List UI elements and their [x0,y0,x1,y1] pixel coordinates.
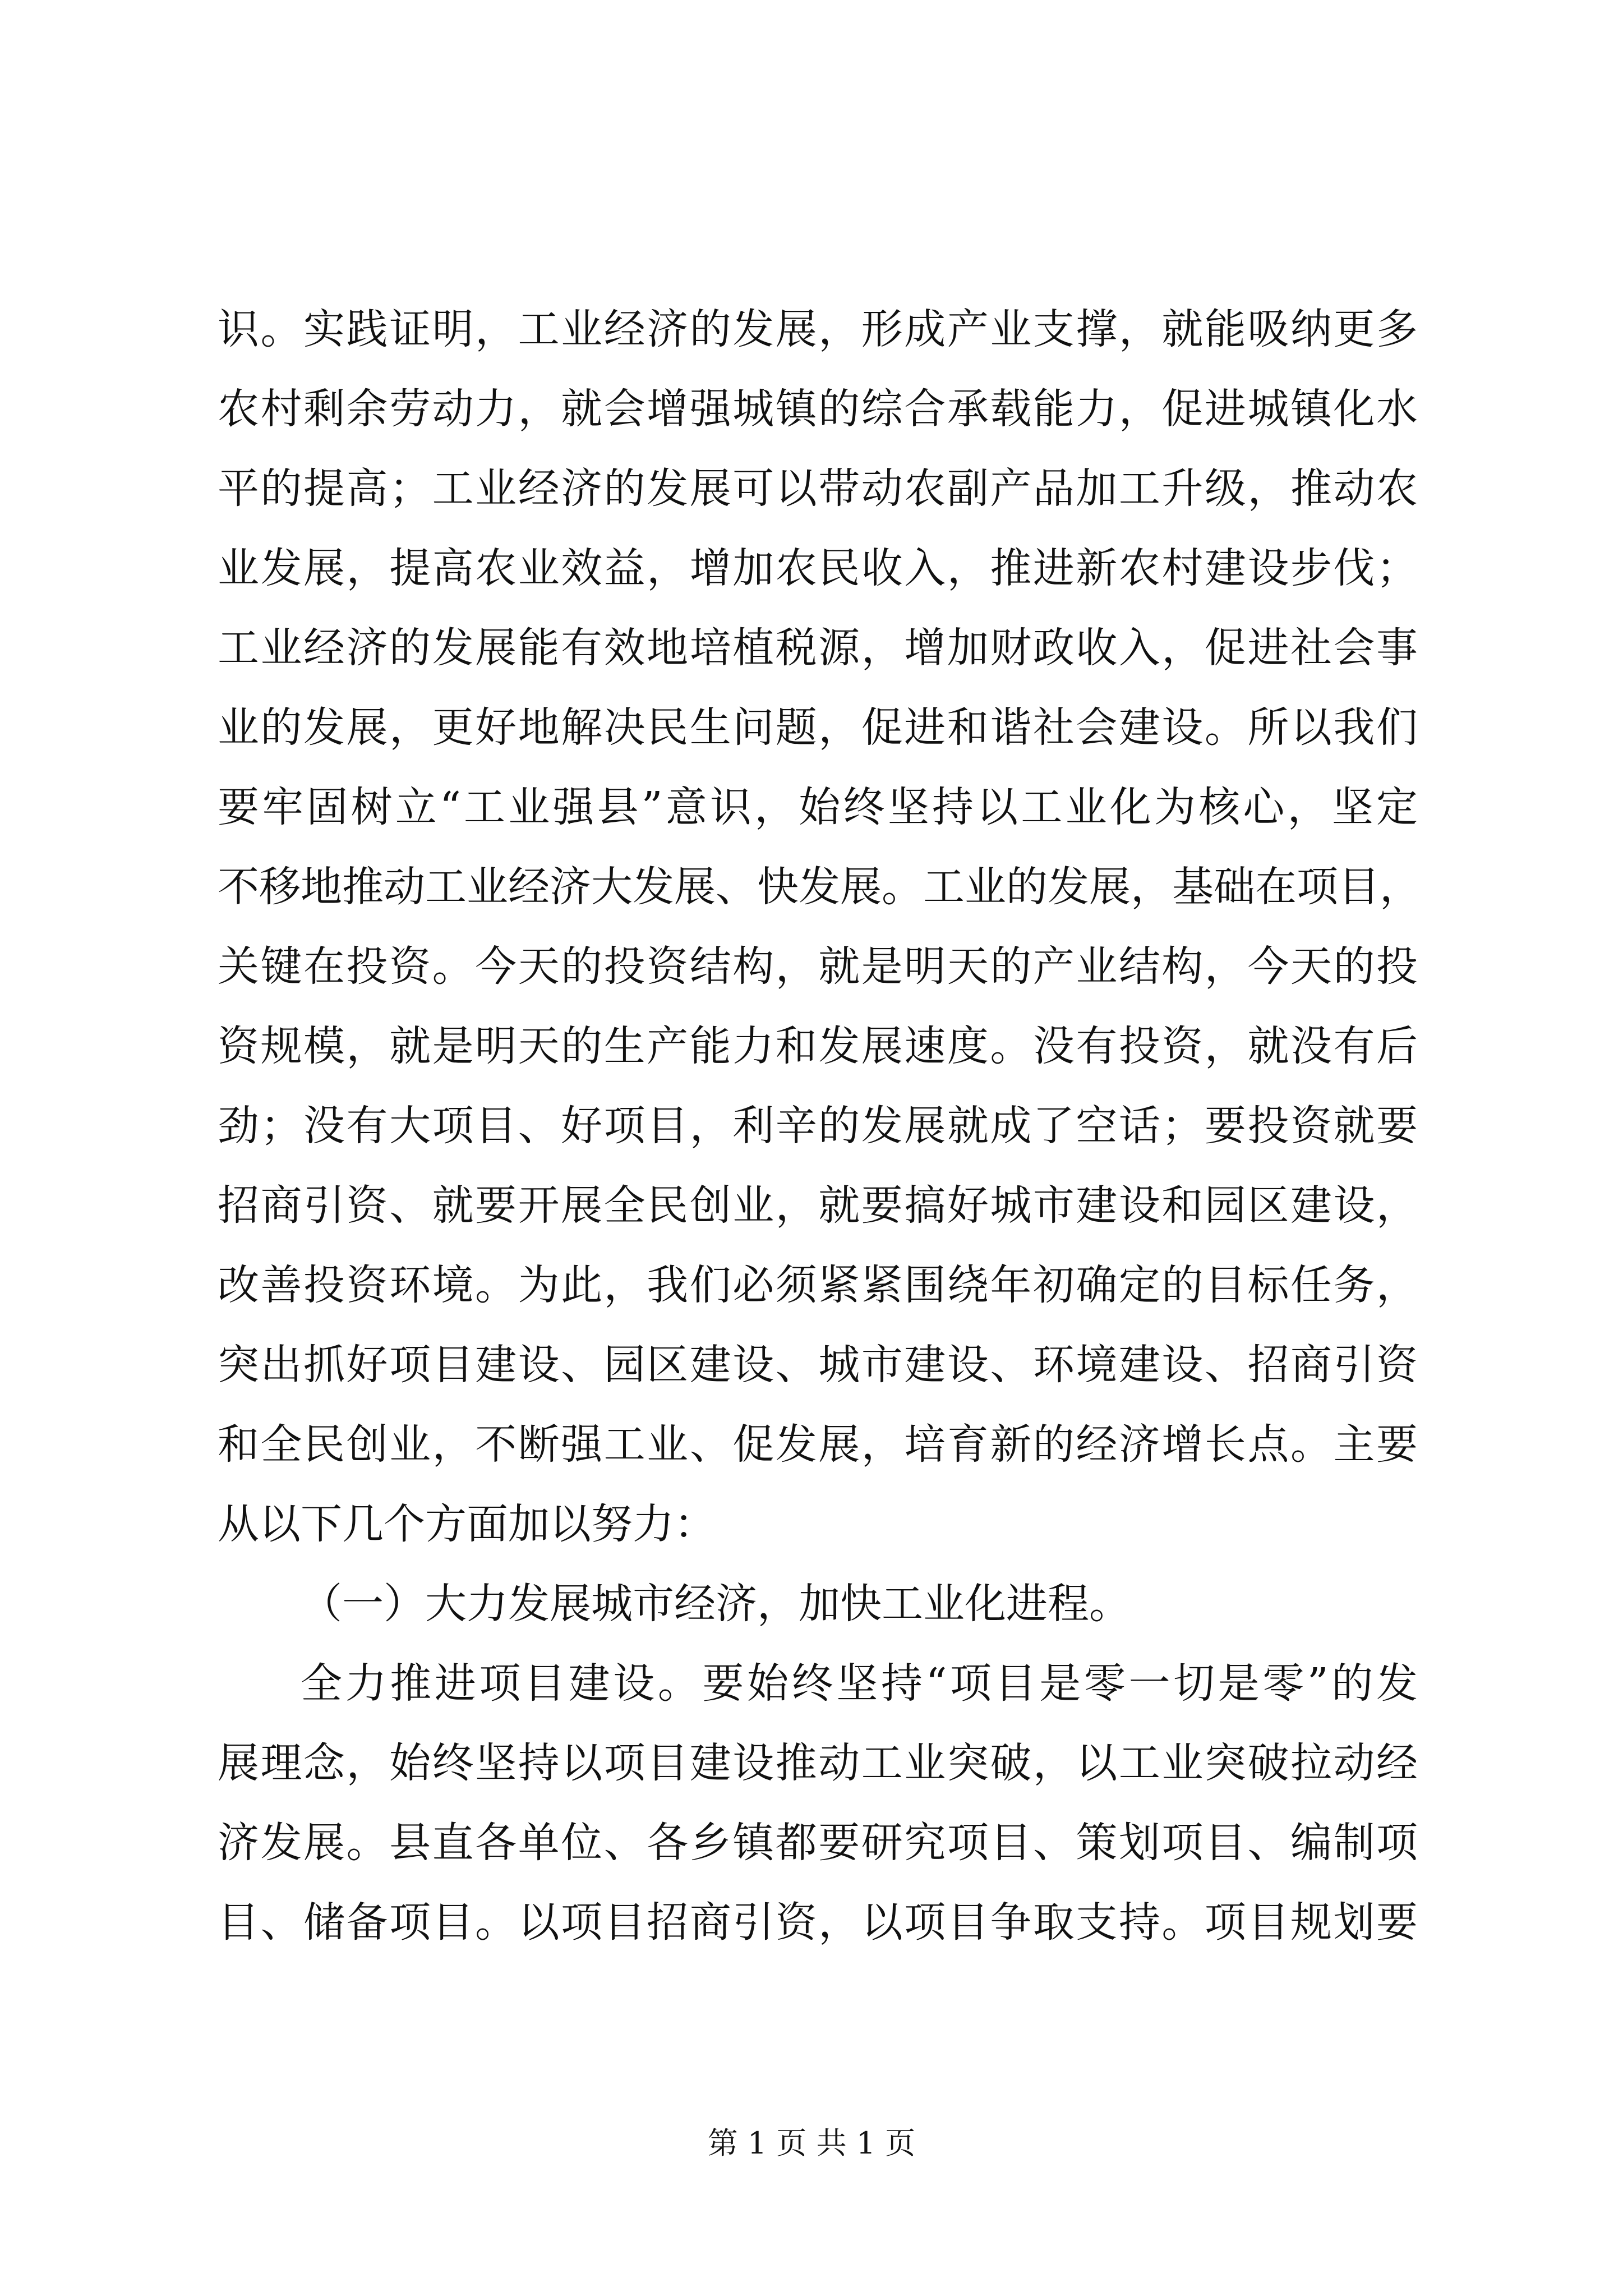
body-text-line: 从以下几个方面加以努力： [218,1500,716,1548]
body-text-line: 不移地推动工业经济大发展、快发展。工业的发展，基础在项目， [218,863,1421,911]
body-text-line: 农村剩余劳动力，就会增强城镇的综合承载能力，促进城镇化水 [218,385,1418,433]
body-text-line: 和全民创业，不断强工业、促发展，培育新的经济增长点。主要 [218,1420,1418,1469]
document-body [218,289,1421,1962]
body-text-line: 招商引资、就要开展全民创业，就要搞好城市建设和园区建设， [218,1181,1418,1230]
body-text-line: 识。实践证明，工业经济的发展，形成产业支撑，就能吸纳更多 [218,305,1418,353]
body-text-line: 关键在投资。今天的投资结构，就是明天的产业结构，今天的投 [218,942,1418,991]
body-text-line: 平的提高；工业经济的发展可以带动农副产品加工升级，推动农 [218,464,1418,513]
body-text-line: 资规模，就是明天的生产能力和发展速度。没有投资，就没有后 [218,1022,1418,1070]
body-text-line: 全力推进项目建设。要始终坚持“项目是零一切是零”的发 [301,1659,1418,1708]
section-heading: （一）大力发展城市经济，加快工业化进程。 [301,1580,1131,1628]
body-text-line: 劲；没有大项目、好项目，利辛的发展就成了空话；要投资就要 [218,1102,1418,1150]
body-text-line: 业的发展，更好地解决民生问题，促进和谐社会建设。所以我们 [218,703,1418,752]
page-number-footer: 第 1 页 共 1 页 [707,2125,916,2161]
body-text-line: 业发展，提高农业效益，增加农民收入，推进新农村建设步伐； [218,544,1418,592]
body-text-line: 改善投资环境。为此，我们必须紧紧围绕年初确定的目标任务， [218,1261,1418,1309]
body-text-line: 目、储备项目。以项目招商引资，以项目争取支持。项目规划要 [218,1898,1418,1947]
body-text-line: 工业经济的发展能有效地培植税源，增加财政收入，促进社会事 [218,624,1418,672]
body-text-line: 突出抓好项目建设、园区建设、城市建设、环境建设、招商引资 [218,1341,1418,1389]
body-text-line: 展理念，始终坚持以项目建设推动工业突破，以工业突破拉动经 [218,1739,1418,1787]
body-text-line: 要牢固树立“工业强县”意识，始终坚持以工业化为核心，坚定 [218,783,1418,831]
body-text-line: 济发展。县直各单位、各乡镇都要研究项目、策划项目、编制项 [218,1819,1418,1867]
